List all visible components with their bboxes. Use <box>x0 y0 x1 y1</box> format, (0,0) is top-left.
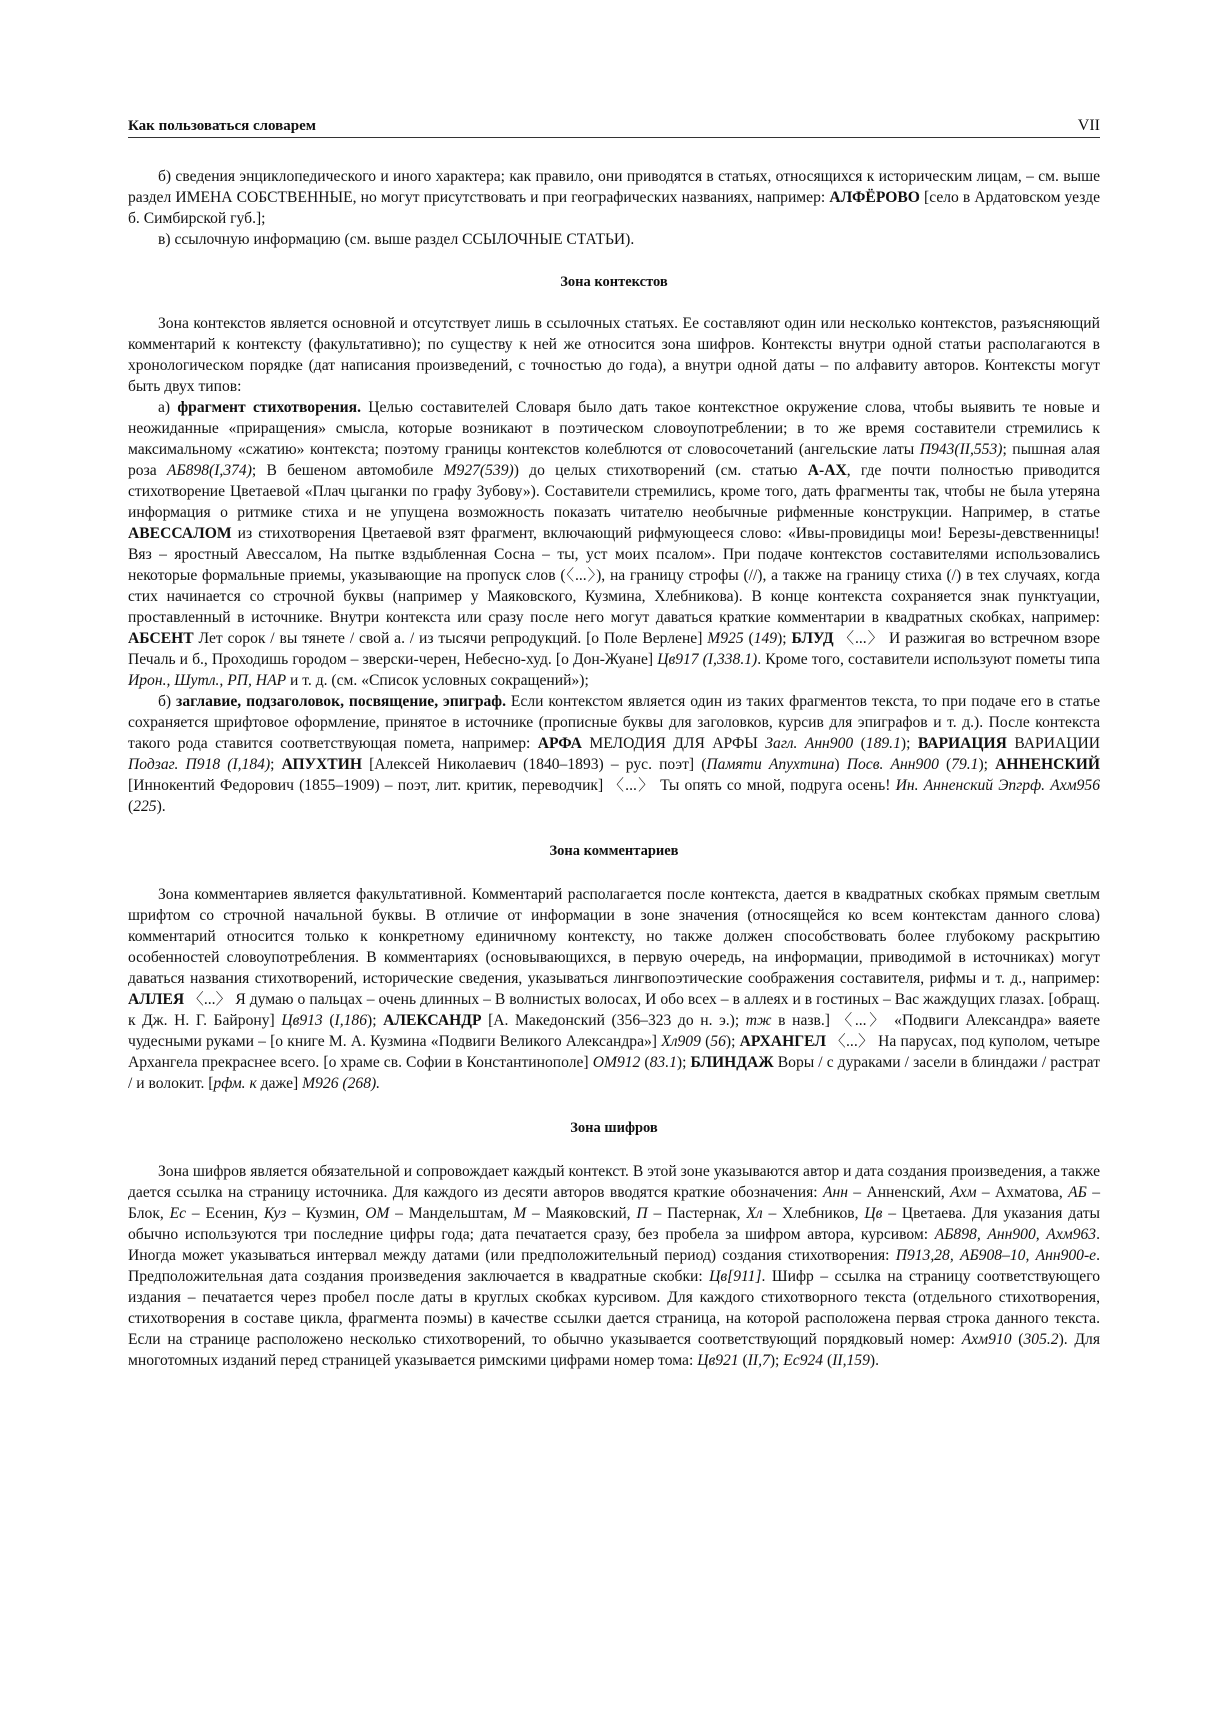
heading-zone-codes: Зона шифров <box>570 1120 658 1136</box>
paragraph-contexts-intro: Зона контекстов является основной и отсутствует лишь в ссылочных статьях. Ее составляют один или несколько контекстов, разъясняющий комментарий к контексту (факультативно); по существу к ней же относится зона шифров. Контексты внутри одной статьи располагаются в хронологическом порядке (дат написания произведений, с точностью до года), а внутри одной даты – по алфавиту авторов. Контексты могут быть двух типов: <box>128 315 1100 395</box>
heading-zone-comments: Зона комментариев <box>549 843 679 859</box>
paragraph-contexts-fragment: а) фрагмент стихотворения. Целью составителей Словаря было дать такое контекстное окружение слова, чтобы выявить те новые и неожиданные «приращения» смысла, которые возникают в поэтическом словоупотреблении; в то же время составители стремились к максимальному «сжатию» контекста; поэтому границы контекстов колеблются от словосочетаний (ангельские латы П943(II,553); пышная алая роза АБ898(I,374); В бешеном автомобиле М927(539)) до целых стихотворений (см. статью А-АХ, где почти полностью приводится стихотворение Цветаевой «Плач цыганки по графу Зубову»). Составители стремились, кроме того, дать фрагменты так, чтобы не была утеряна информация о ритмике стиха и не упущена возможность показать читателю необычные рифменные конструкции. Например, в статье АВЕССАЛОМ из стихотворения Цветаевой взят фрагмент, включающий рифмующееся слово: «Ивы-провидицы мои! Березы-девственницы! Вяз – яростный Авессалом, На пытке вздыбленная Сосна – ты, уст моих псалом». При подаче контекстов составителями использовались некоторые формальные приемы, указывающие на пропуск слов (〈...〉), на границу строфы (//), а также на границу стиха (/) в тех случаях, когда стих начинается со строчной буквы (например у Маяковского, Кузмина, Хлебникова). В конце контекста сохраняется знак пунктуации, проставленный в источнике. Внутри контекста или сразу после него могут даваться краткие комментарии в квадратных скобках, например: АБСЕНТ Лет сорок / вы тянете / свой а. / из тысячи репродукций. [о Поле Верлене] М925 (149); БЛУД 〈...〉 И разжигая во встречном взоре Печаль и б., Проходишь городом – зверски-черен, Небесно-худ. [о Дон-Жуане] Цв917 (I,338.1). Кроме того, составители используют пометы типа Ирон., Шутл., РП, НАР и т. д. (см. «Список условных сокращений»); <box>128 399 1101 689</box>
paragraph-contexts-title: б) заглавие, подзаголовок, посвящение, эпиграф. Если контекстом является один из таких фрагментов текста, то при подаче его в статье сохраняется шрифтовое оформление, принятое в источнике (прописные буквы для заголовков, курсив для эпиграфов и т. д.). После контекста такого рода ставится соответствующая помета, например: АРФА МЕЛОДИЯ ДЛЯ АРФЫ Загл. Анн900 (189.1); ВАРИАЦИЯ ВАРИАЦИИ Подзаг. П918 (I,184); АПУХТИН [Алексей Николаевич (1840–1893) – рус. поэт] (Памяти Апухтина) Посв. Анн900 (79.1); АННЕНСКИЙ [Иннокентий Федорович (1855–1909) – поэт, лит. критик, переводчик] 〈...〉 Ты опять со мной, подруга осень! Ин. Анненский Эпгрф. Ахм956 (225). <box>128 693 1101 815</box>
paragraph-reference-info: в) ссылочную информацию (см. выше раздел ССЫЛОЧНЫЕ СТАТЬИ). <box>158 231 635 248</box>
running-header-title: Как пользоваться словарем <box>128 118 316 134</box>
paragraph-comments: Зона комментариев является факультативной. Комментарий располагается после контекста, дается в квадратных скобках прямым светлым шрифтом со строчной начальной буквы. В отличие от информации в зоне значения (относящейся ко всем контекстам данного слова) комментарий относится только к конкретному единичному контексту, но также должен способствовать более глубокому раскрытию особенностей словоупотребления. В комментариях (основывающихся, в первую очередь, на информации, приводимой в источниках) могут даваться названия стихотворений, исторические сведения, указываться лингвопоэтические соображения составителя, рифмы и т. д., например: АЛЛЕЯ 〈...〉 Я думаю о пальцах – очень длинных – В волнистых волосах, И обо всех – в аллеях и в гостиных – Вас жаждущих глазах. [обращ. к Дж. Н. Г. Байрону] Цв913 (I,186); АЛЕКСАНДР [А. Македонский (356–323 до н. э.); тж в назв.] 〈...〉 «Подвиги Александра» ваяете чудесными руками – [о книге М. А. Кузмина «Подвиги Великого Александра»] Хл909 (56); АРХАНГЕЛ 〈...〉 На парусах, под куполом, четыре Архангела прекраснее всего. [о храме св. Софии в Константинополе] ОМ912 (83.1); БЛИНДАЖ Воры / с дураками / засели в блиндажи / растрат / и волокит. [рфм. к даже] М926 (268). <box>128 886 1101 1092</box>
page-content <box>128 166 1100 1371</box>
paragraph-encyclopedic-info: б) сведения энциклопедического и иного характера; как правило, они приводятся в статьях, относящихся к историческим лицам, – см. выше раздел ИМЕНА СОБСТВЕННЫЕ, но могут присутствовать и при географических названиях, например: АЛФЁРОВО [село в Ардатовском уезде б. Симбирской губ.]; <box>128 168 1100 227</box>
heading-zone-contexts: Зона контекстов <box>560 274 668 290</box>
running-header <box>128 115 1100 138</box>
page-number: VII <box>1077 117 1100 134</box>
paragraph-codes: Зона шифров является обязательной и сопровождает каждый контекст. В этой зоне указываются автор и дата создания произведения, а также дается ссылка на страницу источника. Для каждого из десяти авторов вводятся краткие обозначения: Анн – Анненский, Ахм – Ахматова, АБ – Блок, Ес – Есенин, Куз – Кузмин, ОМ – Мандельштам, М – Маяковский, П – Пастернак, Хл – Хлебников, Цв – Цветаева. Для указания даты обычно используются три последние цифры года; дата печатается сразу, без пробела за шифром автора, курсивом: АБ898, Анн900, Ахм963. Иногда может указываться интервал между датами (или предположительный период) создания стихотворения: П913,28, АБ908–10, Анн900-е. Предположительная дата создания произведения заключается в квадратные скобки: Цв[911]. Шифр – ссылка на страницу соответствующего издания – печатается через пробел после даты в круглых скобках курсивом. Для каждого стихотворного текста (отдельного стихотворения, стихотворения в составе цикла, фрагмента поэмы) в качестве ссылки дается страница, на которой расположена первая строка данного текста. Если на странице расположено несколько стихотворений, то обычно указывается соответствующий порядковый номер: Ахм910 (305.2). Для многотомных изданий перед страницей указывается римскими цифрами номер тома: Цв921 (II,7); Ес924 (II,159). <box>128 1163 1101 1369</box>
